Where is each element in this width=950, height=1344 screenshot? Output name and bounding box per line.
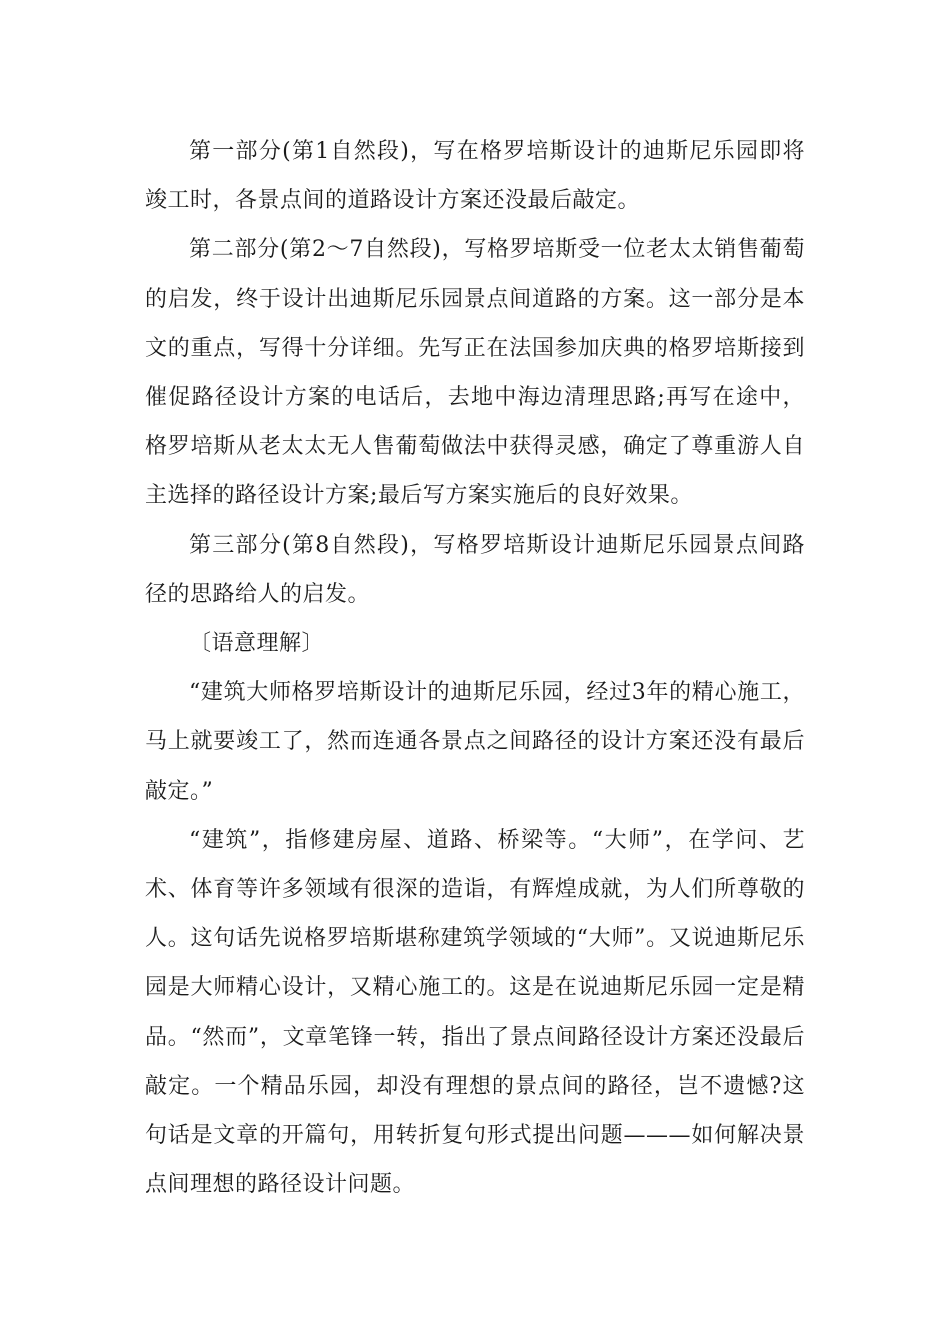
analysis-paragraph: “建筑”，指修建房屋、道路、桥梁等。“大师”，在学问、艺术、体育等许多领域有很深的造诣，有辉煌成就，为人们所尊敬的人。这句话先说格罗培斯堪称建筑学领域的“大师”。又说迪斯尼乐园是大师精心设计，又精心施工的。这是在说迪斯尼乐园一定是精品。“然而”，文章笔锋一转，指出了景点间路径设计方案还没最后敲定。一个精品乐园，却没有理想的景点间的路径，岂不遗憾?这句话是文章的开篇句，用转折复句形式提出问题———如何解决景点间理想的路径设计问题。 (145, 827, 805, 1198)
quoted-sentence: “建筑大师格罗培斯设计的迪斯尼乐园，经过3年的精心施工，马上就要竣工了，然而连通各景点之间路径的设计方案还没有最后敲定。” (145, 680, 805, 804)
paragraph-part-three: 第三部分(第8自然段)，写格罗培斯设计迪斯尼乐园景点间路径的思路给人的启发。 (145, 532, 805, 607)
paragraph-part-two: 第二部分(第2～7自然段)，写格罗培斯受一位老太太销售葡萄的启发，终于设计出迪斯尼乐园景点间道路的方案。这一部分是本文的重点，写得十分详细。先写正在法国参加庆典的格罗培斯接到催促路径设计方案的电话后，去地中海边清理思路;再写在途中，格罗培斯从老太太无人售葡萄做法中获得灵感，确定了尊重游人自主选择的路径设计方案;最后写方案实施后的良好效果。 (145, 237, 805, 509)
paragraph-part-one: 第一部分(第1自然段)，写在格罗培斯设计的迪斯尼乐园即将竣工时，各景点间的道路设计方案还没最后敲定。 (145, 139, 805, 214)
section-heading: 〔语意理解〕 (189, 631, 325, 657)
document-body (145, 127, 805, 1209)
